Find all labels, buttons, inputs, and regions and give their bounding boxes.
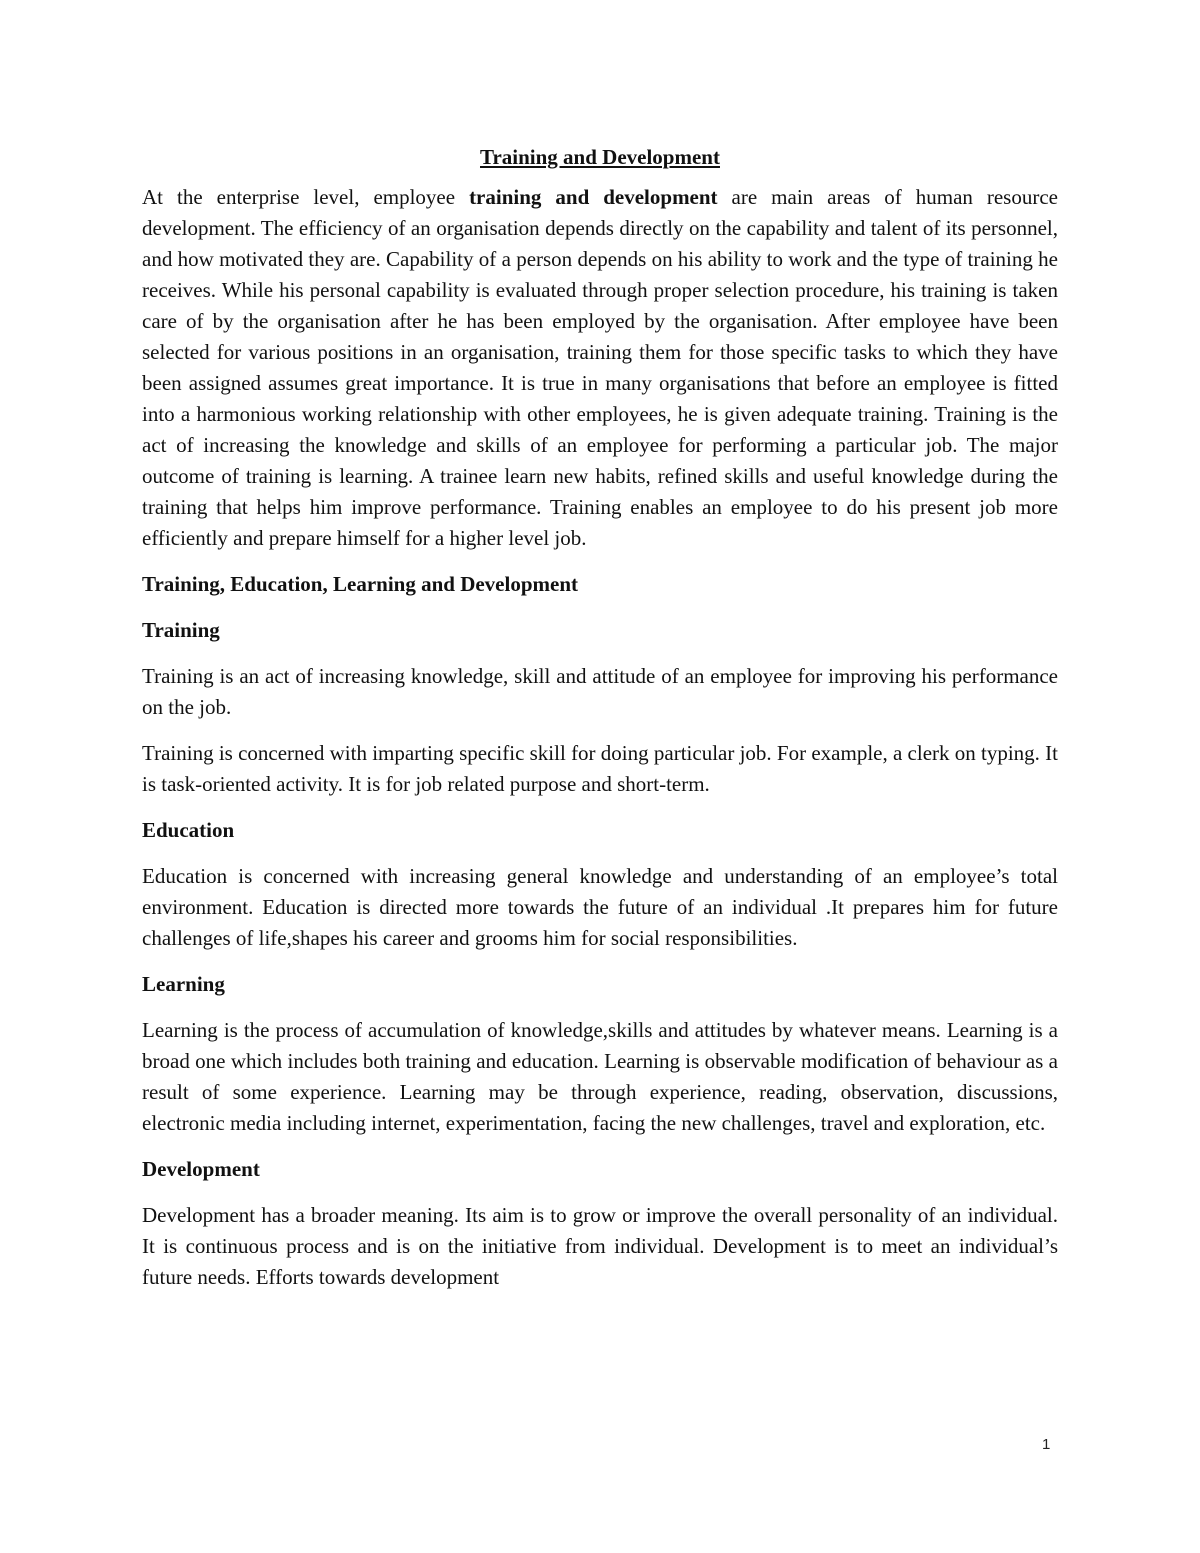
learning-paragraph: Learning is the process of accumulation of knowledge,skills and attitudes by whatever means. Learning is a broad one which includes both training and education. Learning is observable modification of behaviour as a result of some experience. Learning may be through experience, reading, observation, discussions, electronic media including internet, experimentation, facing the new challenges, travel and exploration, etc. — [142, 1018, 1058, 1135]
education-heading: Education — [142, 818, 235, 842]
intro-text-rest: are main areas of human resource development. The efficiency of an organisation depends directly on the capability and talent of its personnel, and how motivated they are. Capability of a person depends on his ability to work and the type of training he receives. While his personal capability is evaluated through proper selection procedure, his training is taken care of by the organisation after he has been employed by the organisation. After employee have been selected for various positions in an organisation, training them for those specific tasks to which they have been assigned assumes great importance. It is true in many organisations that before an employee is fitted into a harmonious working relationship with other employees, he is given adequate training. Training is the act of increasing the knowledge and skills of an employee for performing a particular job. The major outcome of training is learning. A trainee learn new habits, refined skills and useful knowledge during the training that helps him improve performance. Training enables an employee to do his present job more efficiently and prepare himself for a higher level job. — [142, 185, 1058, 550]
development-heading: Development — [142, 1157, 260, 1181]
learning-heading: Learning — [142, 972, 225, 996]
development-paragraph: Development has a broader meaning. Its aim is to grow or improve the overall personality of an individual. It is continuous process and is on the initiative from individual. Development is to meet an individual’s future needs. Efforts towards development — [142, 1203, 1058, 1289]
intro-paragraph — [142, 182, 1058, 554]
education-paragraph: Education is concerned with increasing general knowledge and understanding of an employee’s total environment. Education is directed more towards the future of an individual .It prepares him for future challenges of life,shapes his career and grooms him for social responsibilities. — [142, 864, 1058, 950]
intro-text-start: At the enterprise level, employee — [142, 185, 470, 209]
section-heading: Training, Education, Learning and Development — [142, 572, 578, 596]
document-title: Training and Development — [480, 145, 720, 169]
training-heading: Training — [142, 618, 220, 642]
page-number: 1 — [1042, 1436, 1051, 1453]
training-paragraph-2: Training is concerned with imparting specific skill for doing particular job. For example, a clerk on typing. It is task-oriented activity. It is for job related purpose and short-term. — [142, 741, 1059, 796]
intro-bold-term: training and development — [469, 185, 718, 209]
training-paragraph-1: Training is an act of increasing knowledge, skill and attitude of an employee for improving his performance on the job. — [142, 664, 1058, 719]
document-body — [142, 142, 1058, 1308]
